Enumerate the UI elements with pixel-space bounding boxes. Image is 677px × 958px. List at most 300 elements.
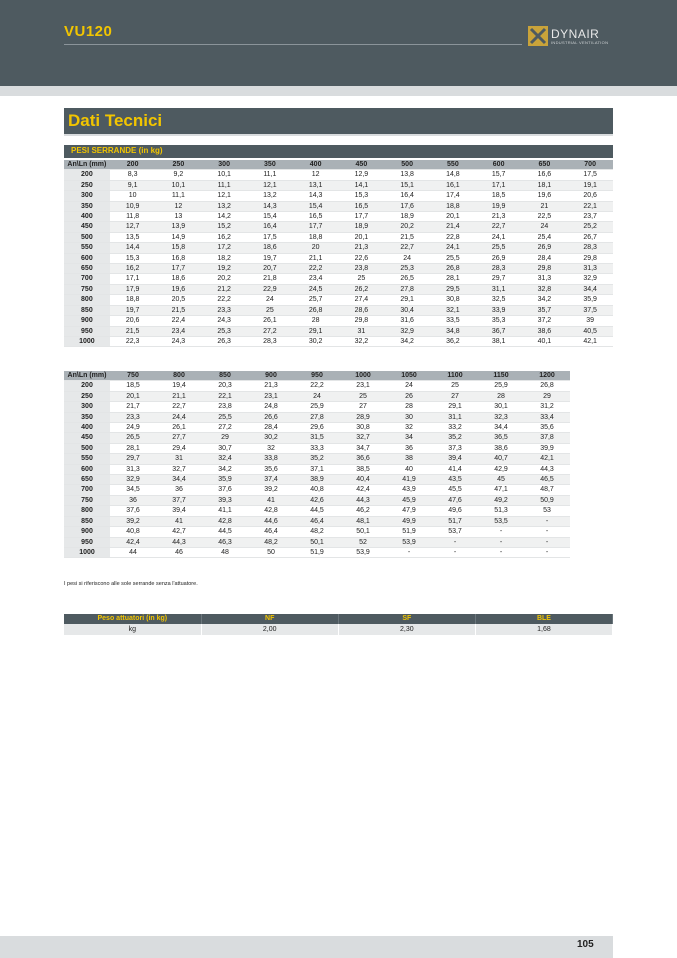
table-cell: 34,5 <box>110 485 156 495</box>
table-cell: 45,5 <box>432 485 478 495</box>
table-row <box>64 191 613 201</box>
table-cell: 35,3 <box>476 316 522 326</box>
table-cell: 46,5 <box>524 475 570 485</box>
table-cell: 45 <box>478 475 524 485</box>
table-cell: 44,5 <box>294 506 340 516</box>
table-cell: 33,3 <box>294 443 340 453</box>
column-header: 450 <box>339 160 385 170</box>
table-cell: 36,5 <box>478 433 524 443</box>
table-row <box>64 527 570 537</box>
table-cell: 41 <box>156 516 202 526</box>
actuator-cell: 2,00 <box>201 624 338 635</box>
table-cell: 30,1 <box>478 402 524 412</box>
table-cell: 24 <box>384 253 430 263</box>
table-row <box>64 547 570 557</box>
table-cell: 14,3 <box>293 191 339 201</box>
actuator-cell: 1,68 <box>475 624 612 635</box>
table-cell: 25 <box>340 391 386 401</box>
table-cell: 37,6 <box>110 506 156 516</box>
table-cell: 31,1 <box>432 412 478 422</box>
table-cell: 48,2 <box>248 537 294 547</box>
weights-table-1 <box>64 160 613 347</box>
page-number: 105 <box>577 939 594 950</box>
row-header: 350 <box>64 412 110 422</box>
table-cell: 39,9 <box>524 443 570 453</box>
table-cell: 29,6 <box>294 423 340 433</box>
table-cell: 28,1 <box>430 274 476 284</box>
table-cell: 38,6 <box>478 443 524 453</box>
title-rule <box>64 44 522 45</box>
table-cell: 24,5 <box>293 284 339 294</box>
table-cell: 52 <box>340 537 386 547</box>
table-cell: 42,4 <box>340 485 386 495</box>
column-header: 1150 <box>478 371 524 381</box>
table-cell: 18,1 <box>522 180 568 190</box>
table-cell: 20,2 <box>201 274 247 284</box>
table-cell: 31,3 <box>110 464 156 474</box>
table-cell: 32,7 <box>156 464 202 474</box>
column-header: 1200 <box>524 371 570 381</box>
table-cell: 18,6 <box>156 274 202 284</box>
table-cell: 20,6 <box>567 191 613 201</box>
table-cell: 23,1 <box>340 381 386 391</box>
table-row <box>64 464 570 474</box>
actuator-row <box>64 624 613 635</box>
table-cell: 26,9 <box>522 243 568 253</box>
table-cell: 20,6 <box>110 316 156 326</box>
row-header: 500 <box>64 443 110 453</box>
table-cell: 46,4 <box>248 527 294 537</box>
table-cell: 22,8 <box>430 232 476 242</box>
table-cell: 24,8 <box>248 402 294 412</box>
table-cell: 13,1 <box>293 180 339 190</box>
table-cell: 26,8 <box>293 305 339 315</box>
table-cell: 11,1 <box>156 191 202 201</box>
row-header: 200 <box>64 381 110 391</box>
table-cell: 36 <box>386 443 432 453</box>
table-cell: 28,4 <box>522 253 568 263</box>
table-cell: 42,6 <box>294 495 340 505</box>
table-cell: 14,9 <box>156 232 202 242</box>
table-cell: 46,2 <box>340 506 386 516</box>
row-header: 750 <box>64 495 110 505</box>
table-cell: 12 <box>293 170 339 180</box>
table-cell: - <box>478 537 524 547</box>
table-cell: 25,9 <box>478 381 524 391</box>
table-cell: 37,2 <box>522 316 568 326</box>
table-cell: 22,6 <box>339 253 385 263</box>
table-cell: 22,5 <box>522 212 568 222</box>
table-cell: 21,3 <box>248 381 294 391</box>
table-cell: 37,1 <box>294 464 340 474</box>
table-row <box>64 212 613 222</box>
table-cell: 21,5 <box>110 326 156 336</box>
table-cell: 47,9 <box>386 506 432 516</box>
table-cell: 25,4 <box>522 232 568 242</box>
table-cell: 26,7 <box>567 232 613 242</box>
table-cell: 43,5 <box>432 475 478 485</box>
table-cell: 36 <box>156 485 202 495</box>
table-cell: 42,1 <box>524 454 570 464</box>
table-cell: 31,1 <box>476 284 522 294</box>
table-row <box>64 391 570 401</box>
table-cell: 26 <box>386 391 432 401</box>
table-cell: 53,5 <box>478 516 524 526</box>
table-row <box>64 402 570 412</box>
table-cell: 32,9 <box>567 274 613 284</box>
table-cell: 22,2 <box>294 381 340 391</box>
table-cell: 10,1 <box>201 170 247 180</box>
table-cell: 21,5 <box>384 232 430 242</box>
weights-heading-text: PESI SERRANDE (in kg) <box>71 146 163 155</box>
product-title: VU120 <box>64 23 113 40</box>
table-row <box>64 433 570 443</box>
table-cell: 16,1 <box>430 180 476 190</box>
table-cell: 22,7 <box>156 402 202 412</box>
column-header: 900 <box>248 371 294 381</box>
table-cell: 44,3 <box>340 495 386 505</box>
table-cell: 13,8 <box>384 170 430 180</box>
table-cell: 12,1 <box>247 180 293 190</box>
table-cell: 13,9 <box>156 222 202 232</box>
table-cell: 34,4 <box>478 423 524 433</box>
table-cell: 24,9 <box>110 423 156 433</box>
table-cell: 40,8 <box>110 527 156 537</box>
column-header: 500 <box>384 160 430 170</box>
table-row <box>64 495 570 505</box>
table-cell: 31,3 <box>567 264 613 274</box>
table-cell: 44,5 <box>202 527 248 537</box>
row-header: 950 <box>64 326 110 336</box>
table-cell: 21,4 <box>430 222 476 232</box>
table-cell: 24,3 <box>201 316 247 326</box>
table-cell: 29 <box>202 433 248 443</box>
table-row <box>64 316 613 326</box>
table-cell: 40,1 <box>522 336 568 346</box>
table-cell: 40,4 <box>340 475 386 485</box>
table-row <box>64 485 570 495</box>
table-cell: 34,2 <box>522 295 568 305</box>
table-cell: - <box>524 547 570 557</box>
table-cell: 22,4 <box>156 316 202 326</box>
table-cell: 29 <box>524 391 570 401</box>
table-cell: 41,1 <box>202 506 248 516</box>
table-cell: 29,1 <box>384 295 430 305</box>
table-cell: 45,9 <box>386 495 432 505</box>
table-cell: 30,4 <box>384 305 430 315</box>
row-header: 200 <box>64 170 110 180</box>
table-row <box>64 253 613 263</box>
table-cell: 37,6 <box>202 485 248 495</box>
weights-note: I pesi si riferiscono alle sole serrande senza l'attuatore. <box>64 581 198 587</box>
row-header: 600 <box>64 253 110 263</box>
table-cell: 20 <box>293 243 339 253</box>
table-cell: 19,9 <box>476 201 522 211</box>
table-cell: 21,8 <box>247 274 293 284</box>
table-cell: 13,2 <box>201 201 247 211</box>
table-cell: 48,1 <box>340 516 386 526</box>
table-cell: 26,1 <box>156 423 202 433</box>
table-row <box>64 222 613 232</box>
table-cell: 15,7 <box>476 170 522 180</box>
table-cell: 25 <box>247 305 293 315</box>
table-cell: 34,7 <box>340 443 386 453</box>
table-cell: 35,9 <box>567 295 613 305</box>
column-header: 200 <box>110 160 156 170</box>
table-cell: 48 <box>202 547 248 557</box>
table-cell: 27 <box>340 402 386 412</box>
table-cell: 32,5 <box>476 295 522 305</box>
table-cell: 24 <box>294 391 340 401</box>
table-cell: 17,1 <box>110 274 156 284</box>
table-cell: 31 <box>156 454 202 464</box>
table-cell: 35,6 <box>248 464 294 474</box>
row-header: 300 <box>64 402 110 412</box>
table-cell: 16,8 <box>156 253 202 263</box>
column-header: 250 <box>156 160 202 170</box>
table-cell: 29,8 <box>339 316 385 326</box>
table-cell: 51,9 <box>294 547 340 557</box>
table-cell: 13,5 <box>110 232 156 242</box>
table-row <box>64 326 613 336</box>
actuator-header-cell: BLE <box>475 614 612 624</box>
table-cell: 34,2 <box>384 336 430 346</box>
table-cell: 13,2 <box>247 191 293 201</box>
table-cell: 29,1 <box>432 402 478 412</box>
table-cell: 15,1 <box>384 180 430 190</box>
table-cell: 21,3 <box>339 243 385 253</box>
table-cell: 33,9 <box>476 305 522 315</box>
table-cell: 26,6 <box>248 412 294 422</box>
table-cell: 14,8 <box>430 170 476 180</box>
table-cell: 42,1 <box>567 336 613 346</box>
logo-mark-icon <box>528 26 548 46</box>
table-cell: 14,1 <box>339 180 385 190</box>
table-cell: 35,2 <box>432 433 478 443</box>
table-row <box>64 264 613 274</box>
table-cell: 44,3 <box>524 464 570 474</box>
table-cell: 33,8 <box>248 454 294 464</box>
table-cell: 18,5 <box>476 191 522 201</box>
table-cell: 42,9 <box>478 464 524 474</box>
table-cell: 28,3 <box>247 336 293 346</box>
table-cell: 27,2 <box>202 423 248 433</box>
table-cell: 39,3 <box>202 495 248 505</box>
table-cell: 47,6 <box>432 495 478 505</box>
row-header: 750 <box>64 284 110 294</box>
table-row <box>64 443 570 453</box>
table-cell: 17,2 <box>201 243 247 253</box>
table-cell: 40,7 <box>478 454 524 464</box>
table-cell: - <box>524 527 570 537</box>
table-cell: 41 <box>248 495 294 505</box>
table-cell: 21,5 <box>156 305 202 315</box>
table-row <box>64 243 613 253</box>
table-cell: 53,9 <box>386 537 432 547</box>
row-header: 500 <box>64 232 110 242</box>
row-header: 550 <box>64 243 110 253</box>
table-cell: 27 <box>432 391 478 401</box>
table-cell: 34,4 <box>156 475 202 485</box>
table-cell: 40,5 <box>567 326 613 336</box>
table-cell: 19,7 <box>110 305 156 315</box>
table-cell: 23,7 <box>567 212 613 222</box>
table-row <box>64 170 613 180</box>
table-cell: 32,8 <box>522 284 568 294</box>
table-cell: 23,8 <box>339 264 385 274</box>
corner-header: An\Ln (mm) <box>64 160 110 170</box>
table-cell: 43,9 <box>386 485 432 495</box>
table-cell: 51,7 <box>432 516 478 526</box>
table-cell: 15,3 <box>339 191 385 201</box>
table-cell: 18,6 <box>247 243 293 253</box>
table-cell: 38,1 <box>476 336 522 346</box>
table-cell: 36 <box>110 495 156 505</box>
column-header: 800 <box>156 371 202 381</box>
table-cell: 29,5 <box>430 284 476 294</box>
table-cell: 23,8 <box>202 402 248 412</box>
column-header: 400 <box>293 160 339 170</box>
table-cell: 25 <box>339 274 385 284</box>
table-cell: 32,9 <box>384 326 430 336</box>
row-header: 800 <box>64 506 110 516</box>
table-cell: 18,8 <box>430 201 476 211</box>
table-row <box>64 412 570 422</box>
table-cell: 23,4 <box>156 326 202 336</box>
table-cell: 28,4 <box>248 423 294 433</box>
table-row <box>64 305 613 315</box>
table-cell: 29,1 <box>293 326 339 336</box>
table-cell: 26,3 <box>201 336 247 346</box>
table-cell: 41,9 <box>386 475 432 485</box>
table-cell: 46,4 <box>294 516 340 526</box>
table-cell: 15,3 <box>110 253 156 263</box>
table-cell: 38,6 <box>522 326 568 336</box>
table-cell: 30 <box>386 412 432 422</box>
table-cell: 26,8 <box>430 264 476 274</box>
row-header: 1000 <box>64 547 110 557</box>
table-cell: 28 <box>478 391 524 401</box>
table-header-row <box>64 160 613 170</box>
table-cell: 22,2 <box>293 264 339 274</box>
table-cell: 16,2 <box>201 232 247 242</box>
table-cell: 31 <box>339 326 385 336</box>
table-cell: 46 <box>156 547 202 557</box>
table-cell: 32,3 <box>478 412 524 422</box>
table-cell: 42,4 <box>110 537 156 547</box>
row-header: 800 <box>64 295 110 305</box>
table-cell: 25,3 <box>201 326 247 336</box>
table-cell: - <box>478 547 524 557</box>
row-header: 700 <box>64 274 110 284</box>
table-cell: 17,7 <box>293 222 339 232</box>
table-cell: 17,7 <box>339 212 385 222</box>
table-cell: 14,3 <box>247 201 293 211</box>
table-cell: 16,4 <box>247 222 293 232</box>
table-cell: 28,3 <box>476 264 522 274</box>
section-header <box>64 108 613 134</box>
table-cell: 28 <box>293 316 339 326</box>
table-cell: 19,7 <box>247 253 293 263</box>
table-cell: 29,7 <box>476 274 522 284</box>
bottom-band <box>0 936 677 958</box>
table-cell: 24,4 <box>156 412 202 422</box>
logo-subtitle: INDUSTRIAL VENTILATION <box>551 40 609 45</box>
row-header: 400 <box>64 423 110 433</box>
table-cell: 20,1 <box>110 391 156 401</box>
table-cell: 22,1 <box>567 201 613 211</box>
table-cell: 20,1 <box>430 212 476 222</box>
row-header: 250 <box>64 391 110 401</box>
table-cell: 27,7 <box>156 433 202 443</box>
table-cell: 41,4 <box>432 464 478 474</box>
table-cell: 14,4 <box>110 243 156 253</box>
table-cell: 26,9 <box>476 253 522 263</box>
table-cell: 35,2 <box>294 454 340 464</box>
table-cell: 27,8 <box>384 284 430 294</box>
table-cell: 39,4 <box>156 506 202 516</box>
table-row <box>64 180 613 190</box>
row-header: 950 <box>64 537 110 547</box>
table-cell: 12,9 <box>339 170 385 180</box>
table-cell: 32,9 <box>110 475 156 485</box>
table-cell: 35,9 <box>202 475 248 485</box>
table-cell: 53 <box>524 506 570 516</box>
table-cell: 30,8 <box>340 423 386 433</box>
table-cell: 23,3 <box>201 305 247 315</box>
table-cell: 30,8 <box>430 295 476 305</box>
column-header: 550 <box>430 160 476 170</box>
table-cell: - <box>478 527 524 537</box>
table-cell: 48,7 <box>524 485 570 495</box>
table-cell: 39,2 <box>110 516 156 526</box>
table-cell: 36,7 <box>476 326 522 336</box>
table-cell: 26,2 <box>339 284 385 294</box>
table-cell: 18,9 <box>339 222 385 232</box>
table-cell: 25,7 <box>293 295 339 305</box>
row-header: 850 <box>64 516 110 526</box>
table-cell: 23,1 <box>248 391 294 401</box>
table-cell: - <box>524 537 570 547</box>
table-cell: 39,4 <box>432 454 478 464</box>
table-cell: 15,4 <box>247 212 293 222</box>
table-row <box>64 201 613 211</box>
table-row <box>64 232 613 242</box>
table-cell: 26,5 <box>110 433 156 443</box>
table-cell: 37,5 <box>567 305 613 315</box>
table-cell: 25,3 <box>384 264 430 274</box>
top-divider <box>0 86 677 96</box>
column-header: 350 <box>247 160 293 170</box>
table-cell: 21,2 <box>201 284 247 294</box>
table-cell: 32,4 <box>202 454 248 464</box>
table-cell: 42,7 <box>156 527 202 537</box>
table-cell: 8,3 <box>110 170 156 180</box>
table-cell: 25,9 <box>294 402 340 412</box>
table-cell: 11,8 <box>110 212 156 222</box>
row-header: 700 <box>64 485 110 495</box>
column-header: 600 <box>476 160 522 170</box>
actuator-cell: 2,30 <box>338 624 475 635</box>
table-cell: 37,8 <box>524 433 570 443</box>
table-cell: 49,6 <box>432 506 478 516</box>
table-cell: 36,2 <box>430 336 476 346</box>
table-cell: 19,4 <box>156 381 202 391</box>
table-cell: 40,8 <box>294 485 340 495</box>
table-cell: 44 <box>110 547 156 557</box>
section-divider <box>64 134 613 136</box>
table-cell: 19,2 <box>201 264 247 274</box>
